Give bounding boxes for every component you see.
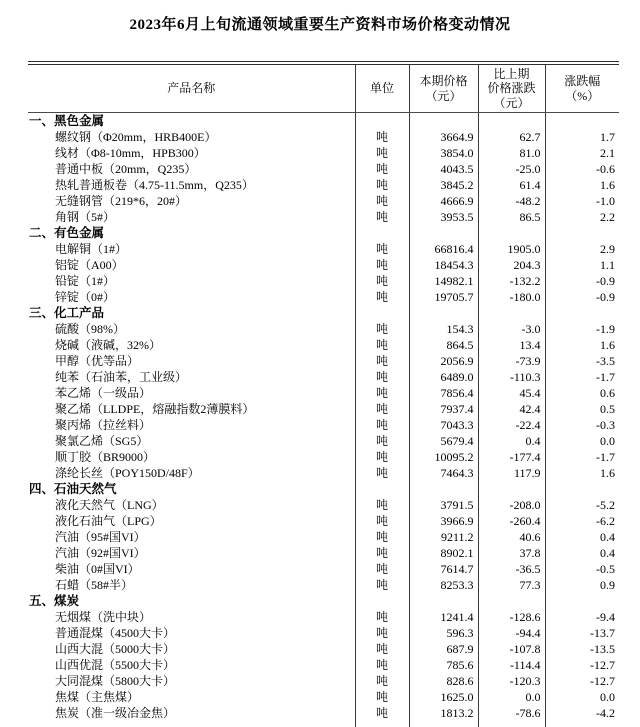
unit-cell: 吨 [355, 337, 409, 353]
price-change-cell: -48.2 [478, 193, 545, 209]
product-name-cell: 烧碱（液碱，32%） [28, 337, 355, 353]
table-row [28, 289, 619, 305]
change-rate-cell: -0.9 [596, 274, 615, 289]
current-price-cell [409, 113, 478, 130]
change-rate-cell: -1.9 [596, 322, 615, 337]
change-rate-cell: -1.7 [596, 370, 615, 385]
price-change-cell [478, 593, 545, 609]
current-price-cell: 3953.5 [409, 209, 478, 225]
table-row [28, 129, 619, 145]
current-price-cell: 1241.4 [409, 609, 478, 625]
table-row [28, 273, 619, 289]
product-name-cell: 山西大混（5000大卡） [28, 641, 355, 657]
table-row [28, 705, 619, 721]
table-row [28, 465, 619, 481]
unit-cell: 吨 [355, 657, 409, 673]
unit-cell [355, 481, 409, 497]
change-rate-cell: -4.2 [596, 706, 615, 721]
table-row [28, 113, 619, 130]
table-row [28, 161, 619, 177]
unit-cell: 吨 [355, 177, 409, 193]
price-change-cell: 62.7 [478, 129, 545, 145]
unit-cell: 吨 [355, 401, 409, 417]
product-name-cell: 柴油（0#国VI） [28, 561, 355, 577]
price-change-cell: 40.6 [478, 529, 545, 545]
unit-cell: 吨 [355, 609, 409, 625]
product-name-cell: 汽油（92#国VI） [28, 545, 355, 561]
unit-cell: 吨 [355, 385, 409, 401]
current-price-cell: 154.3 [409, 321, 478, 337]
product-name-cell: 焦煤（主焦煤） [28, 689, 355, 705]
current-price-cell [409, 225, 478, 241]
current-price-cell: 3854.0 [409, 145, 478, 161]
product-name-cell: 四、石油天然气 [28, 481, 355, 497]
current-price-cell: 6489.0 [409, 369, 478, 385]
change-rate-cell: -6.2 [596, 514, 615, 529]
table-row [28, 593, 619, 609]
change-rate-cell: 0.4 [600, 530, 615, 545]
change-rate-cell: 0.4 [600, 546, 615, 561]
price-table [28, 61, 619, 727]
unit-cell: 吨 [355, 209, 409, 225]
price-change-cell: -3.0 [478, 321, 545, 337]
table-row [28, 497, 619, 513]
price-change-cell: -107.8 [478, 641, 545, 657]
table-row [28, 609, 619, 625]
table-row [28, 625, 619, 641]
table-row [28, 145, 619, 161]
price-change-cell: -120.3 [478, 673, 545, 689]
current-price-cell: 785.6 [409, 657, 478, 673]
current-price-cell: 1813.2 [409, 705, 478, 721]
unit-cell: 吨 [355, 561, 409, 577]
table-row [28, 513, 619, 529]
unit-cell: 吨 [355, 625, 409, 641]
product-name-cell: 聚氯乙烯（SG5） [28, 433, 355, 449]
unit-cell: 吨 [355, 545, 409, 561]
change-rate-cell: -0.9 [596, 290, 615, 305]
price-change-cell: -180.0 [478, 289, 545, 305]
unit-cell: 吨 [355, 513, 409, 529]
unit-cell: 吨 [355, 433, 409, 449]
current-price-cell: 5679.4 [409, 433, 478, 449]
price-change-cell: -22.4 [478, 417, 545, 433]
table-row [28, 561, 619, 577]
current-price-cell: 18454.3 [409, 257, 478, 273]
unit-cell: 吨 [355, 673, 409, 689]
table-row [28, 321, 619, 337]
change-rate-cell: 0.9 [600, 578, 615, 593]
product-name-cell: 普通中板（20mm，Q235） [28, 161, 355, 177]
unit-cell: 吨 [355, 529, 409, 545]
col-header-change-rate: 涨跌幅 （%） [545, 65, 619, 113]
current-price-cell [409, 305, 478, 321]
price-change-cell: -208.0 [478, 497, 545, 513]
price-change-cell: -110.3 [478, 369, 545, 385]
table-row [28, 417, 619, 433]
change-rate-cell: -3.5 [596, 354, 615, 369]
change-rate-cell [545, 721, 619, 727]
table-row [28, 337, 619, 353]
change-rate-cell: 1.6 [600, 466, 615, 481]
price-change-cell: 0.4 [478, 433, 545, 449]
product-name-cell: 顺丁胶（BR9000） [28, 449, 355, 465]
current-price-cell: 3664.9 [409, 129, 478, 145]
change-rate-cell: -9.4 [596, 610, 615, 625]
price-change-cell [478, 481, 545, 497]
product-name-cell: 无缝钢管（219*6，20#） [28, 193, 355, 209]
price-change-cell: 0.0 [478, 689, 545, 705]
current-price-cell: 687.9 [409, 641, 478, 657]
change-rate-cell [545, 593, 619, 609]
price-change-cell: 77.3 [478, 577, 545, 593]
col-header-price-change: 比上期 价格涨跌 （元） [478, 65, 545, 113]
table-row [28, 577, 619, 593]
current-price-cell: 864.5 [409, 337, 478, 353]
current-price-cell: 7464.3 [409, 465, 478, 481]
table-row [28, 721, 619, 727]
unit-cell [355, 305, 409, 321]
current-price-cell: 3791.5 [409, 497, 478, 513]
table-row [28, 385, 619, 401]
price-change-cell: 1905.0 [478, 241, 545, 257]
current-price-cell: 596.3 [409, 625, 478, 641]
change-rate-cell: -0.5 [596, 562, 615, 577]
price-change-cell: -177.4 [478, 449, 545, 465]
price-change-cell: -132.2 [478, 273, 545, 289]
unit-cell: 吨 [355, 353, 409, 369]
product-name-cell: 三、化工产品 [28, 305, 355, 321]
product-name-cell: 硫酸（98%） [28, 321, 355, 337]
unit-cell: 吨 [355, 321, 409, 337]
col-header-unit [355, 65, 409, 113]
change-rate-cell: -12.7 [590, 658, 615, 673]
product-name-cell: 聚乙烯（LLDPE，熔融指数2薄膜料） [28, 401, 355, 417]
change-rate-cell: 0.6 [600, 386, 615, 401]
change-rate-cell: 0.0 [600, 434, 615, 449]
table-row [28, 193, 619, 209]
product-name-cell: 液化石油气（LPG） [28, 513, 355, 529]
current-price-cell: 14982.1 [409, 273, 478, 289]
price-change-cell: 61.4 [478, 177, 545, 193]
table-row [28, 657, 619, 673]
product-name-cell: 纯苯（石油苯，工业级） [28, 369, 355, 385]
change-rate-cell [545, 305, 619, 321]
unit-cell: 吨 [355, 241, 409, 257]
change-rate-cell [545, 481, 619, 497]
table-row [28, 673, 619, 689]
table-row [28, 449, 619, 465]
product-name-cell: 角钢（5#） [28, 209, 355, 225]
change-rate-cell: -13.5 [590, 642, 615, 657]
price-change-cell: -114.4 [478, 657, 545, 673]
unit-cell: 吨 [355, 129, 409, 145]
change-rate-cell: -0.3 [596, 418, 615, 433]
col-header-unit-label: 单位 [369, 81, 394, 96]
col-header-product-name [28, 65, 355, 113]
product-name-cell: 山西优混（5500大卡） [28, 657, 355, 673]
current-price-cell: 19705.7 [409, 289, 478, 305]
product-name-cell: 二、有色金属 [28, 225, 355, 241]
unit-cell: 吨 [355, 289, 409, 305]
change-rate-cell: 2.9 [600, 242, 615, 257]
product-name-cell: 普通混煤（4500大卡） [28, 625, 355, 641]
current-price-cell: 10095.2 [409, 449, 478, 465]
product-name-cell: 苯乙烯（一级品） [28, 385, 355, 401]
product-name-cell: 热轧普通板卷（4.75-11.5mm，Q235） [28, 177, 355, 193]
table-row [28, 209, 619, 225]
change-rate-cell [545, 113, 619, 130]
unit-cell [355, 113, 409, 130]
price-change-cell [478, 721, 545, 727]
table-row [28, 305, 619, 321]
unit-cell: 吨 [355, 641, 409, 657]
product-name-cell: 石蜡（58#半） [28, 577, 355, 593]
unit-cell [355, 593, 409, 609]
change-rate-cell: -5.2 [596, 498, 615, 513]
unit-cell: 吨 [355, 193, 409, 209]
table-row [28, 545, 619, 561]
product-name-cell: 无烟煤（洗中块） [28, 609, 355, 625]
current-price-cell: 3966.9 [409, 513, 478, 529]
price-change-cell: 81.0 [478, 145, 545, 161]
price-change-cell: -78.6 [478, 705, 545, 721]
current-price-cell: 7043.3 [409, 417, 478, 433]
table-row [28, 257, 619, 273]
price-change-cell: 86.5 [478, 209, 545, 225]
col-header-current-price: 本期价格 （元） [409, 65, 478, 113]
price-change-cell: -25.0 [478, 161, 545, 177]
price-change-table [28, 65, 619, 727]
unit-cell: 吨 [355, 145, 409, 161]
change-rate-cell: 1.1 [600, 258, 615, 273]
table-row [28, 689, 619, 705]
table-row [28, 241, 619, 257]
product-name-cell: 汽油（95#国VI） [28, 529, 355, 545]
unit-cell [355, 721, 409, 727]
product-name-cell: 聚丙烯（拉丝料） [28, 417, 355, 433]
change-rate-cell: 1.6 [600, 338, 615, 353]
change-rate-cell: -13.7 [590, 626, 615, 641]
table-row [28, 433, 619, 449]
change-rate-cell: 0.0 [600, 690, 615, 705]
col-header-product-label: 产品名称 [167, 81, 216, 96]
table-row [28, 177, 619, 193]
price-change-cell: 37.8 [478, 545, 545, 561]
price-change-cell: 42.4 [478, 401, 545, 417]
table-row [28, 353, 619, 369]
product-name-cell: 线材（Φ8-10mm，HPB300） [28, 145, 355, 161]
unit-cell: 吨 [355, 273, 409, 289]
table-row [28, 481, 619, 497]
current-price-cell: 2056.9 [409, 353, 478, 369]
unit-cell: 吨 [355, 689, 409, 705]
unit-cell: 吨 [355, 497, 409, 513]
price-change-cell: 117.9 [478, 465, 545, 481]
product-name-cell: 焦炭（准一级冶金焦） [28, 705, 355, 721]
table-row [28, 641, 619, 657]
product-name-cell: 电解铜（1#） [28, 241, 355, 257]
unit-cell: 吨 [355, 161, 409, 177]
change-rate-cell: 1.6 [600, 178, 615, 193]
change-rate-cell: 1.7 [600, 130, 615, 145]
unit-cell: 吨 [355, 705, 409, 721]
unit-cell: 吨 [355, 449, 409, 465]
header-row [28, 65, 619, 113]
change-rate-cell: -1.7 [596, 450, 615, 465]
product-name-cell: 涤纶长丝（POY150D/48F） [28, 465, 355, 481]
current-price-cell [409, 593, 478, 609]
price-change-cell: -73.9 [478, 353, 545, 369]
change-rate-cell: 0.5 [600, 402, 615, 417]
product-name-cell: 螺纹钢（Φ20mm，HRB400E） [28, 129, 355, 145]
unit-cell: 吨 [355, 577, 409, 593]
price-change-cell: -94.4 [478, 625, 545, 641]
table-row [28, 225, 619, 241]
current-price-cell: 3845.2 [409, 177, 478, 193]
current-price-cell: 8253.3 [409, 577, 478, 593]
current-price-cell [409, 721, 478, 727]
current-price-cell: 66816.4 [409, 241, 478, 257]
product-name-cell: 五、煤炭 [28, 593, 355, 609]
table-row [28, 401, 619, 417]
product-name-cell: 大同混煤（5800大卡） [28, 673, 355, 689]
change-rate-cell: -0.6 [596, 162, 615, 177]
price-change-cell [478, 113, 545, 130]
change-rate-cell: -12.7 [590, 674, 615, 689]
product-name-cell: 铅锭（1#） [28, 273, 355, 289]
current-price-cell: 9211.2 [409, 529, 478, 545]
product-name-cell: 铝锭（A00） [28, 257, 355, 273]
page-title: 2023年6月上旬流通领域重要生产资料市场价格变动情况 [129, 17, 511, 33]
unit-cell: 吨 [355, 465, 409, 481]
product-name-cell: 锌锭（0#） [28, 289, 355, 305]
current-price-cell: 8902.1 [409, 545, 478, 561]
change-rate-cell: -1.0 [596, 194, 615, 209]
table-row [28, 369, 619, 385]
price-change-cell: 204.3 [478, 257, 545, 273]
current-price-cell: 7856.4 [409, 385, 478, 401]
price-change-cell: -260.4 [478, 513, 545, 529]
unit-cell [355, 225, 409, 241]
product-name-cell: 甲醇（优等品） [28, 353, 355, 369]
unit-cell: 吨 [355, 369, 409, 385]
price-change-cell [478, 225, 545, 241]
price-change-cell: 45.4 [478, 385, 545, 401]
current-price-cell [409, 481, 478, 497]
table-row [28, 529, 619, 545]
change-rate-cell [545, 225, 619, 241]
unit-cell: 吨 [355, 257, 409, 273]
current-price-cell: 828.6 [409, 673, 478, 689]
current-price-cell: 7614.7 [409, 561, 478, 577]
product-name-cell [28, 721, 355, 727]
change-rate-cell: 2.2 [600, 210, 615, 225]
current-price-cell: 7937.4 [409, 401, 478, 417]
price-change-cell: -36.5 [478, 561, 545, 577]
price-change-cell: 13.4 [478, 337, 545, 353]
price-change-cell [478, 305, 545, 321]
change-rate-cell: 2.1 [600, 146, 615, 161]
current-price-cell: 4043.5 [409, 161, 478, 177]
price-change-cell: -128.6 [478, 609, 545, 625]
current-price-cell: 1625.0 [409, 689, 478, 705]
current-price-cell: 4666.9 [409, 193, 478, 209]
unit-cell: 吨 [355, 417, 409, 433]
product-name-cell: 一、黑色金属 [28, 113, 355, 130]
product-name-cell: 液化天然气（LNG） [28, 497, 355, 513]
